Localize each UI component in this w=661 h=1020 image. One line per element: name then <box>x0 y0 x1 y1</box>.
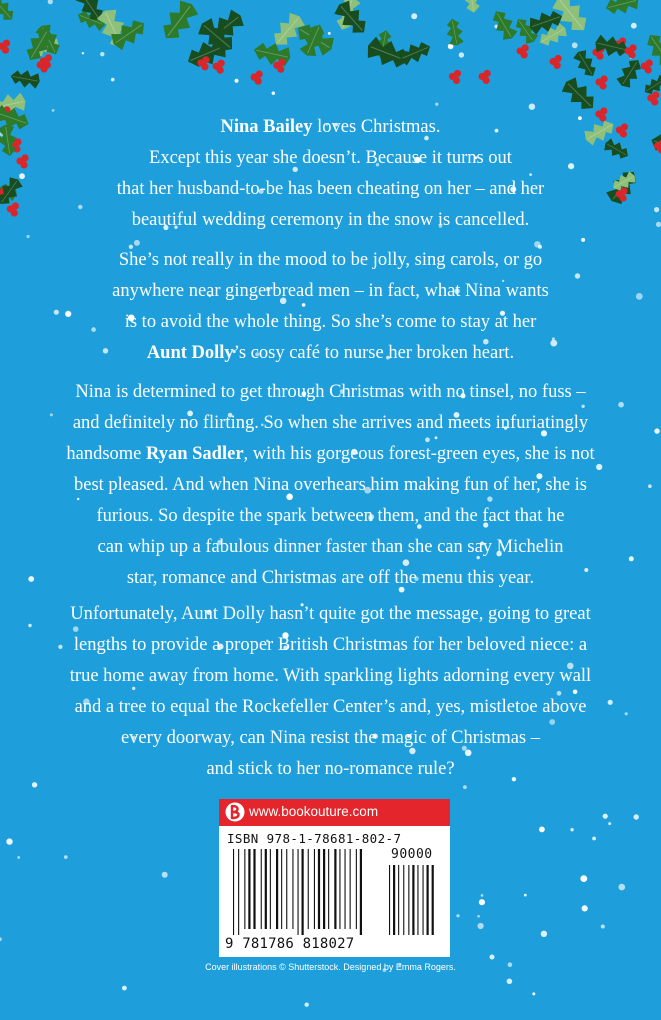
snowflake <box>54 310 59 315</box>
holly-berry <box>255 78 262 85</box>
holly-leaf <box>9 67 41 90</box>
snowflake <box>305 1003 309 1007</box>
snowflake <box>648 484 652 488</box>
barcode-bar <box>393 865 395 935</box>
snowflake <box>629 556 634 561</box>
snowflake <box>456 914 459 917</box>
snowflake <box>463 785 467 789</box>
snowflake <box>625 712 628 715</box>
holly-berry <box>42 58 49 65</box>
holly-berry <box>522 44 529 51</box>
barcode-bar <box>356 849 357 929</box>
holly-berry <box>621 123 628 130</box>
barcode-bar <box>432 865 434 935</box>
barcode-bar <box>360 849 362 935</box>
holly-berry <box>277 66 284 73</box>
barcode-bar <box>318 849 320 929</box>
barcode-bar <box>248 849 250 929</box>
holly-leaf <box>614 55 646 91</box>
holly-leaf <box>558 74 600 116</box>
holly-leaf <box>461 0 483 14</box>
snowflake <box>619 884 626 891</box>
barcode-bar <box>398 865 399 935</box>
snowflake <box>0 937 2 941</box>
barcode-bar <box>270 849 271 929</box>
holly-berry <box>12 202 19 209</box>
holly-berry <box>3 39 10 46</box>
holly-berry <box>555 55 562 62</box>
barcode-bar <box>417 865 418 935</box>
blurb-paragraph-1: Nina Bailey loves Christmas. Except this year she doesn’t. Because it turns out that her husband-to-be has been cheating on her – and her beautiful wedding ceremony in the snow is cancelled. <box>116 117 545 230</box>
holly-berry <box>620 130 627 137</box>
character-name-ryan: Ryan Sadler <box>146 444 244 464</box>
snowflake <box>479 899 485 905</box>
holly-berry <box>21 154 28 161</box>
snowflake <box>636 293 643 300</box>
publisher-url[interactable]: www.bookouture.com <box>249 804 379 819</box>
barcode-bar <box>314 849 315 929</box>
holly-berry <box>483 77 490 84</box>
snowflake <box>6 838 12 844</box>
snowflake <box>580 875 587 882</box>
ean-digits: 9 781786 818027 <box>225 936 355 952</box>
snowflake <box>27 235 30 238</box>
blurb-paragraph-2: She’s not really in the mood to be jolly, sing carols, or go anywhere near gingerbread men – in fact, what Nina wants is to avoid the whole thing. So she’s come to stay at her Aunt Dolly’s cosy café to nurse her broken heart. <box>112 250 549 363</box>
snowflake <box>32 782 37 787</box>
holly-berry <box>256 71 263 78</box>
barcode-bar <box>276 849 278 929</box>
snowflake <box>570 828 573 831</box>
holly-berry <box>619 194 626 201</box>
snowflake <box>654 428 659 433</box>
isbn-label: ISBN 978-1-78681-802-7 <box>227 831 402 846</box>
barcode-bar <box>286 849 287 929</box>
snowflake <box>601 925 605 929</box>
snowflake <box>507 979 513 985</box>
barcode-addon-code: 90000 <box>391 847 433 862</box>
barcode-bar <box>281 849 282 929</box>
barcode-bar <box>350 849 351 929</box>
barcode-bar <box>244 849 245 929</box>
snowflake <box>581 238 585 242</box>
holly-berry <box>521 51 528 58</box>
holly-berry <box>600 75 607 82</box>
holly-berry <box>201 63 208 70</box>
barcode-bar <box>334 849 336 929</box>
cover-credit: Cover illustrations © Shutterstock. Designed by Emma Rogers. <box>205 962 456 972</box>
snowflake <box>478 923 484 929</box>
holly-berry <box>41 65 48 72</box>
holly-leaf <box>602 136 632 162</box>
holly-berry <box>620 187 627 194</box>
holly-berry <box>218 60 225 67</box>
holly-berry <box>453 77 460 84</box>
holly-berry <box>652 91 659 98</box>
snowflake <box>582 905 588 911</box>
snowflake <box>592 837 596 841</box>
barcode-panel <box>219 799 450 957</box>
snowflake <box>162 872 168 878</box>
snowflake <box>541 931 547 937</box>
holly-berry <box>202 56 209 63</box>
holly-berry <box>599 82 606 89</box>
barcode-bars <box>219 799 450 957</box>
barcode-bar <box>345 849 346 929</box>
holly-berry <box>278 59 285 66</box>
holly-berry <box>454 70 461 77</box>
snowflake <box>603 814 608 819</box>
barcode-bar <box>412 865 414 935</box>
snowflake <box>481 894 484 897</box>
snowflake <box>490 955 495 960</box>
holly-leaf <box>604 0 641 18</box>
snowflake <box>539 827 545 833</box>
holly-berry <box>645 66 652 73</box>
character-name-aunt-dolly: Aunt Dolly <box>146 343 234 363</box>
holly-berry <box>600 107 607 114</box>
holly-leaf <box>444 17 465 47</box>
barcode-bar <box>403 865 404 935</box>
barcode-bar <box>328 849 329 929</box>
blurb-paragraph-3: Nina is determined to get through Christmas with no tinsel, no fuss – and definitely no flirting. So when she arrives and meets infuriatingly handsome Ryan Sadler, with his gorgeous forest-green eyes, she is not best pleased. And when Nina overhears him making fun of her, she is furious. So despite the spark between them, and the fact that he can whip up a fabulous dinner faster than she can say Michelin star, romance and Christmas are off the menu this year. <box>66 382 595 588</box>
holly-leaf <box>0 0 18 25</box>
holly-berry <box>596 53 603 60</box>
holly-berry <box>217 67 224 74</box>
snowflake <box>608 822 611 825</box>
holly-berry <box>646 59 653 66</box>
snowflake <box>477 915 480 918</box>
barcode-bar <box>298 849 299 935</box>
holly-berry <box>628 51 635 58</box>
blurb-paragraph-4: Unfortunately, Aunt Dolly hasn’t quite got the message, going to great lengths to provide a proper British Christmas for her beloved niece: a true home away from home. With sparkling lights adorning every wall and a tree to equal the Rockefeller Center’s and, yes, mistletoe above every doorway, can Nina resist the magic of Christmas – and stick to her no-romance rule? <box>69 604 592 779</box>
snowflake <box>28 624 31 627</box>
character-name-nina: Nina Bailey <box>220 117 313 137</box>
barcode-bar <box>427 865 429 935</box>
snowflake <box>524 894 527 897</box>
barcode-bar <box>308 849 309 929</box>
snowflake <box>634 814 639 819</box>
holly-berry <box>651 98 658 105</box>
holly-berry <box>20 161 27 168</box>
snowflake <box>618 402 624 408</box>
holly-leaf <box>156 0 202 46</box>
holly-berry <box>11 209 18 216</box>
barcode-bar <box>423 865 424 935</box>
holly-berry <box>554 62 561 69</box>
holly-berry <box>484 70 491 77</box>
snowflake <box>17 856 20 859</box>
barcode-bar <box>302 849 304 935</box>
barcode-bar <box>233 849 234 935</box>
barcode-bar <box>323 849 325 929</box>
barcode-bar <box>389 865 390 935</box>
holly-leaf <box>488 6 520 43</box>
holly-berry <box>629 44 636 51</box>
snowflake <box>28 576 34 582</box>
holly-berry <box>2 46 9 53</box>
barcode-bar <box>261 849 262 929</box>
snowflake <box>608 700 613 705</box>
barcode-bar <box>253 849 255 929</box>
snowflake <box>64 855 68 859</box>
barcode-bar <box>339 849 340 929</box>
snowflake <box>50 413 53 416</box>
barcode-bar <box>238 849 239 935</box>
barcode-bar <box>408 865 409 935</box>
snowflake <box>532 992 535 995</box>
barcode-bar <box>265 849 267 929</box>
snowflake <box>122 986 127 991</box>
barcode-bar <box>292 849 293 929</box>
